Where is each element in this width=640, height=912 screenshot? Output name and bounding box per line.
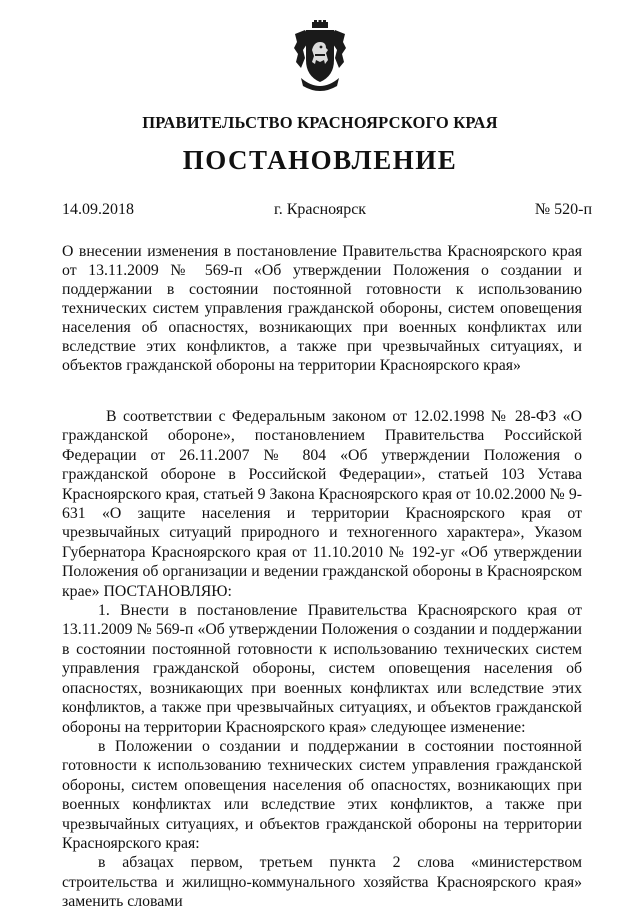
- item-1-intro-paragraph: в Положении о создании и поддержании в состоянии постоянной готовности к использованию технических систем управления гражданской обороны, систем оповещения населения об опасностях, возникающих при военных конфликтах или вследствие этих конфликтов, а также при чрезвычайных ситуациях, и объектов гражданской обороны на территории Красноярского края:: [62, 737, 582, 852]
- document-number: № 520-п: [534, 201, 592, 218]
- coat-of-arms-icon: [293, 20, 347, 92]
- document-date: 14.09.2018: [62, 201, 134, 218]
- document-body: [62, 407, 582, 912]
- preamble-paragraph: В соответствии с Федеральным законом от 12.02.1998 № 28-ФЗ «О гражданской обороне», постановлением Правительства Российской Федерации от 26.11.2007 № 804 «Об утверждении Положения о гражданской обороне в Российской Федерации», статьей 103 Устава Красноярского края, статьей 9 Закона Красноярского края от 10.02.2000 № 9-631 «О защите населения и территории Красноярского края от чрезвычайных ситуаций природного и техногенного характера», Указом Губернатора Красноярского края от 11.10.2010 № 192-уг «Об утверждении Положения об организации и ведении гражданской обороны в Красноярском крае» ПОСТАНОВЛЯЮ:: [62, 408, 582, 600]
- government-title: ПРАВИТЕЛЬСТВО КРАСНОЯРСКОГО КРАЯ: [142, 113, 498, 132]
- item-1-change-paragraph: в абзацах первом, третьем пункта 2 слова «министерством строительства и жилищно-коммунального хозяйства Красноярского края» заменить словами: [62, 854, 582, 911]
- document-subject: О внесении изменения в постановление Правительства Красноярского края от 13.11.2009 № 569-п «Об утверждении Положения о создании и поддержании в состоянии постоянной готовности к использованию технических систем управления гражданской обороны, систем оповещения населения об опасностях, возникающих при военных конфликтах или вследствие этих конфликтов, а также при чрезвычайных ситуациях, и объектов гражданской обороны на территории Красноярского края»: [62, 243, 582, 374]
- item-1-paragraph: 1. Внести в постановление Правительства Красноярского края от 13.11.2009 № 569-п «Об утверждении Положения о создании и поддержании в состоянии постоянной готовности к использованию технических систем управления гражданской обороны, систем оповещения населения об опасностях, возникающих при военных конфликтах или вследствие этих конфликтов, а также при чрезвычайных ситуациях, и объектов гражданской обороны на территории Красноярского края» следующее изменение:: [62, 602, 582, 736]
- document-type-title: ПОСТАНОВЛЕНИЕ: [182, 145, 458, 175]
- document-city: г. Красноярск: [273, 201, 367, 218]
